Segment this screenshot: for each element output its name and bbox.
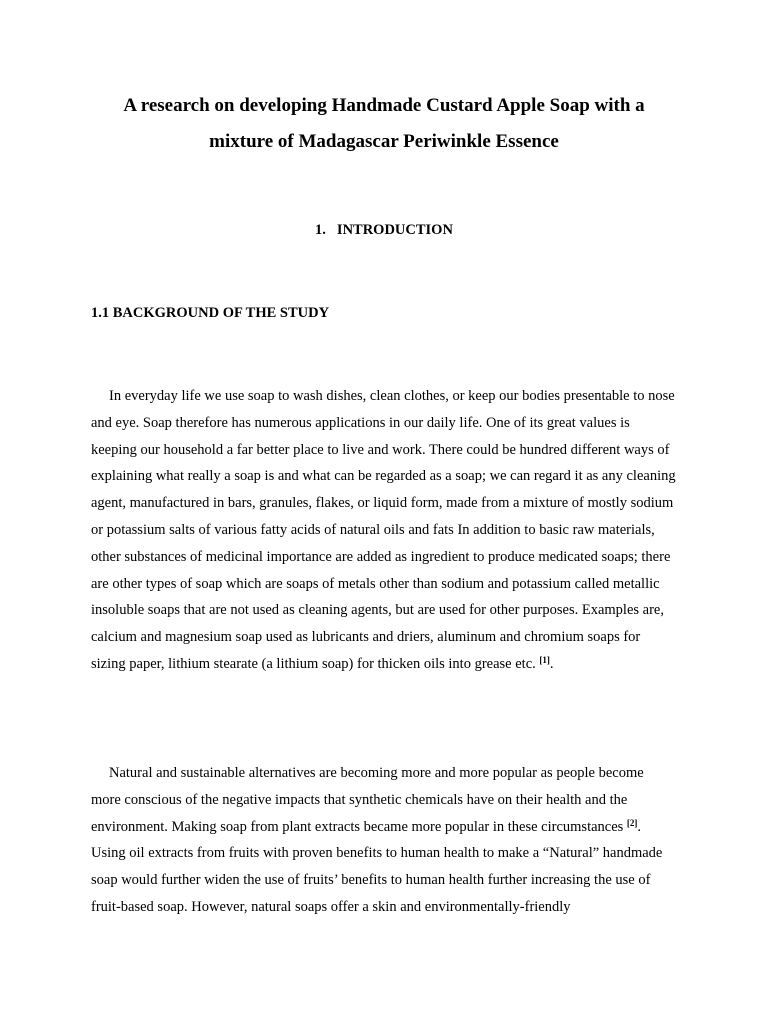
paragraph-2-continued: . Using oil extracts from fruits with proven benefits to human health to make a “Natural” handmade soap would further widen the use of fruits’ benefits to human health further increasing the use of fruit-based soap. However, natural soaps offer a skin and environmentally-friendly (91, 818, 663, 915)
title-line-2: mixture of Madagascar Periwinkle Essence (209, 131, 559, 152)
section-heading-introduction (0, 220, 768, 240)
document-title (60, 88, 708, 160)
subsection-heading-background: 1.1 BACKGROUND OF THE STUDY (91, 305, 330, 321)
section-number: 1. (315, 222, 326, 238)
citation-ref-2: [2] (626, 817, 638, 828)
section-label: INTRODUCTION (336, 222, 453, 238)
paragraph-1-end: . (549, 655, 554, 672)
citation-ref-1: [1] (539, 654, 550, 665)
paragraph-1-text: In everyday life we use soap to wash dishes, clean clothes, or keep our bodies presentable to nose and eye. Soap therefore has numerous applications in our daily life. One of its great values is keeping our household a far better place to live and work. There could be hundred different ways of explaining what really a soap is and what can be regarded as a soap; we can regard it as any cleaning agent, manufactured in bars, granules, flakes, or liquid form, made from a mixture of mostly sodium or potassium salts of various fatty acids of natural oils and fats In addition to basic raw materials, other substances of medicinal importance are added as ingredient to produce medicated soaps; there are other types of soap which are soaps of metals other than sodium and potassium called metallic insoluble soaps that are not used as cleaning agents, but are used for other purposes. Examples are, calcium and magnesium soap used as lubricants and driers, aluminum and chromium soaps for sizing paper, lithium stearate (a lithium soap) for thicken oils into grease etc. (91, 388, 676, 672)
paragraph-1 (91, 383, 677, 678)
paragraph-2-text: Natural and sustainable alternatives are becoming more and more popular as people become more conscious of the negative impacts that synthetic chemicals have on their health and the environment. Making soap from plant extracts became more popular in these circumstances (91, 765, 644, 835)
title-line-1: A research on developing Handmade Custard Apple Soap with a (123, 95, 645, 116)
paragraph-2 (91, 760, 677, 921)
